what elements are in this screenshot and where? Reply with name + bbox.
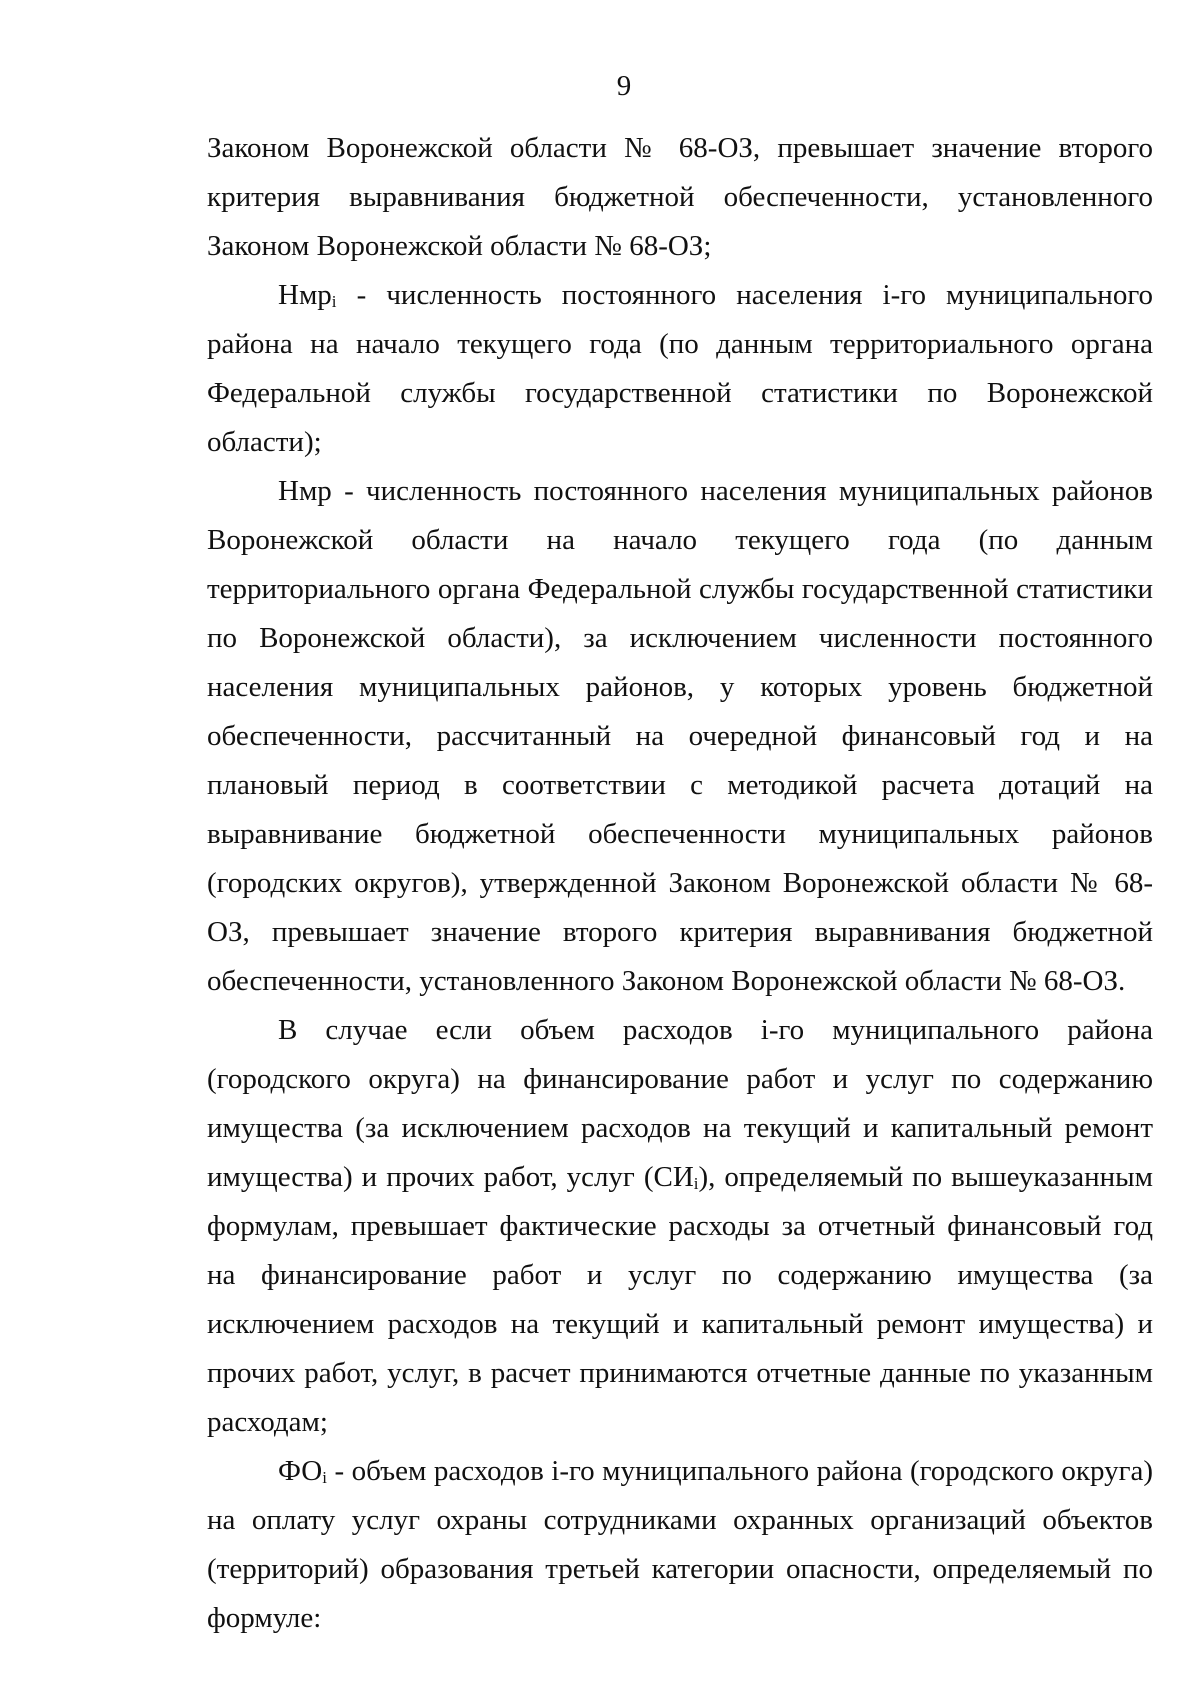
paragraph-2-text: - численность постоянного населения i-го муниципального района на начало текущего года (по данным территориального органа Федеральной службы государственной статистики по Воронежской области); [207,279,1153,458]
document-body [207,124,1153,1643]
paragraph-5-text: - объем расходов i-го муниципального района (городского округа) на оплату услуг охраны сотрудниками охранных организаций объектов (территорий) образования третьей категории опасности, определяемый по формуле: [207,1455,1153,1634]
paragraph-4 [207,1006,1153,1447]
term-si-subscript: i [693,1174,699,1193]
paragraph-1 [207,124,1153,271]
paragraph-3-text: Нмр - численность постоянного населения муниципальных районов Воронежской области на начало текущего года (по данным территориального органа Федеральной службы государственной статистики по Воронежской области), за исключением численности постоянного населения муниципальных районов, у которых уровень бюджетной обеспеченности, рассчитанный на очередной финансовый год и на плановый период в соответствии с методикой расчета дотаций на выравнивание бюджетной обеспеченности муниципальных районов (городских округов), утвержденной Законом Воронежской области № 68-ОЗ, превышает значение второго критерия выравнивания бюджетной обеспеченности, установленного Законом Воронежской области № 68-ОЗ. [207,475,1153,997]
term-fo-i: ФО [278,1455,323,1487]
paragraph-5 [207,1447,1153,1643]
paragraph-2 [207,271,1153,467]
paragraph-3 [207,467,1153,1006]
paragraph-1-text: Законом Воронежской области № 68-ОЗ, превышает значение второго критерия выравнивания бюджетной обеспеченности, установленного Законом Воронежской области № 68-ОЗ; [207,132,1153,262]
paragraph-4-text-after: ), определяемый по вышеуказанным формулам, превышает фактические расходы за отчетный финансовый год на финансирование работ и услуг по содержанию имущества (за исключением расходов на текущий и капитальный ремонт имущества) и прочих работ, услуг, в расчет принимаются отчетные данные по указанным расходам; [207,1161,1153,1438]
term-fo-i-subscript: i [322,1468,327,1487]
term-nmr-i-subscript: i [331,292,337,311]
term-nmr-i: Нмр [278,279,332,311]
page-number: 9 [616,70,632,102]
paragraph-4-text-before: В случае если объем расходов i-го муниципального района (городского округа) на финансирование работ и услуг по содержанию имущества (за исключением расходов на текущий и капитальный ремонт имущества) и прочих работ, услуг (СИ [207,1014,1153,1193]
